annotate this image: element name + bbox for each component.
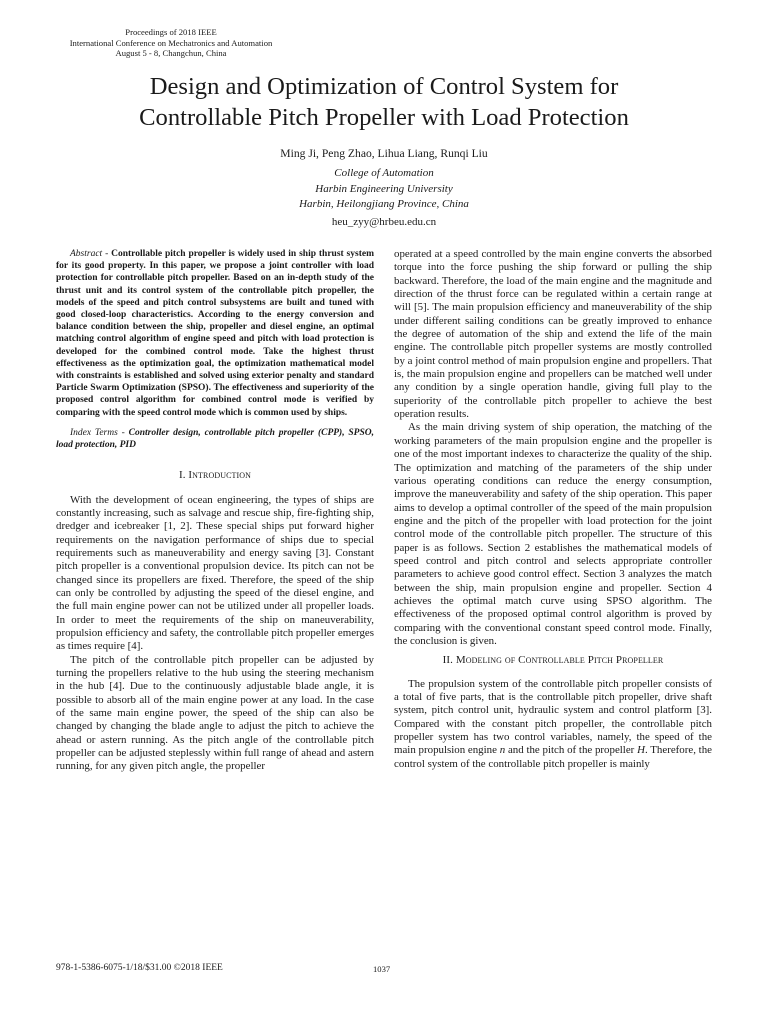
- index-terms-label: Index Terms -: [70, 427, 125, 438]
- abstract: [56, 248, 374, 419]
- modeling-paragraph-1: [394, 678, 712, 771]
- index-terms: [56, 427, 374, 451]
- abstract-text: Controllable pitch propeller is widely used in ship thrust system for its good property. In this paper, we propose a joint controller with load protection for controllable pitch propeller. Based on an in-depth study of the thrust unit and its control system of the controllable pitch propeller, the models of the speed and pitch control subsystems are built and tuned with good closed-loop characteristics. According to the energy conversion and balance condition between the ship, propeller and diesel engine, an optimal matching control algorithm of engine speed and pitch with load protection is developed for the combined control mode. Take the highest thrust effectiveness as the optimization goal, the optimization mathematical model with constraints is established and solved using exterior penalty and standard Particle Swarm Optimization (SPSO). The effectiveness and superiority of the proposed control algorithm for combined control mode is verified by comparing with the speed control mode which is common used by ships.: [56, 249, 374, 418]
- footer-isbn: 978-1-5386-6075-1/18/$31.00 ©2018 IEEE: [56, 963, 223, 973]
- modeling-text-c: . Therefore, the control system of the controllable pitch propeller is mainly: [394, 744, 712, 770]
- authors: Ming Ji, Peng Zhao, Lihua Liang, Runqi Liu: [280, 147, 488, 160]
- conference-line-2: International Conference on Mechatronics and Automation: [69, 37, 273, 48]
- variable-n: n: [499, 744, 506, 757]
- abstract-label: Abstract -: [70, 249, 109, 259]
- page-number: 1037: [373, 964, 391, 974]
- affiliation-line-2: Harbin Engineering University: [315, 182, 453, 195]
- paper-title: [0, 71, 768, 133]
- author-email: heu_zyy@hrbeu.edu.cn: [331, 216, 437, 228]
- affiliation: [0, 166, 768, 213]
- modeling-text-b: and the pitch of the propeller: [507, 744, 635, 757]
- modeling-text-a: The propulsion system of the controllable pitch propeller consists of a total of five parts, that is the controllable pitch propeller, drive shaft system, pitch control unit, hydraulic system and control platform [3]. Compared with the constant pitch propeller, the controllable pitch propeller system has two control variables, namely, the speed of the main propulsion engine: [394, 677, 712, 757]
- section-heading-introduction: I. Introduction: [178, 469, 252, 482]
- conference-line-1: Proceedings of 2018 IEEE: [125, 27, 217, 37]
- affiliation-line-3: Harbin, Heilongjiang Province, China: [299, 198, 469, 211]
- intro-paragraph-3: As the main driving system of ship operation, the matching of the working parameters of the main propulsion engine and the propeller is one of the most important indexes to characterize the quality of the ship. The optimization and matching of the parameters of the ship under various operating conditions can reduce the energy consumption, improve the maneuverability and safety of the ship operation. This paper aims to develop a optimal controller of the speed of the main propulsion engine and the pitch of the propeller with load protection for the joint control mode of the controllable pitch propeller. The structure of this paper is as follows. Section 2 establishes the mathematical models of speed control and pitch control and selects appropriate controller parameters to achieve good control effect. Section 3 analyzes the match between the ship, main propulsion engine and propeller. Section 4 achieves the optimal match curve using SPSO algorithm. The effectiveness of the proposed optimal control algorithm is proved by comparing with the conventional constant speed control mode. Finally, the conclusion is given.: [394, 421, 712, 647]
- title-line-2: Controllable Pitch Propeller with Load Protection: [139, 104, 629, 131]
- affiliation-line-1: College of Automation: [334, 167, 434, 179]
- left-column: [56, 248, 374, 774]
- index-terms-text: Controller design, controllable pitch propeller (CPP), SPSO, load protection, PID: [56, 427, 375, 451]
- title-line-1: Design and Optimization of Control System for: [149, 73, 619, 100]
- intro-paragraph-2: The pitch of the controllable pitch propeller can be adjusted by turning the propellers relative to the hub using the steering mechanism in the hub [4]. Due to the continuously adjustable blade angle, it is possible to absorb all of the main engine power at any load. In the case of the same main engine power, the speed of the ship can also be changed by changing the blade angle to adjust the pitch to achieve the ahead or astern running. As the pitch angle of the controllable pitch propeller can be adjusted steplessly within full range of ahead and astern running, for any given pitch angle, the propeller: [56, 653, 374, 773]
- conference-header: [40, 27, 302, 59]
- conference-line-3: August 5 - 8, Changchun, China: [115, 48, 227, 59]
- intro-paragraph-2-continued: operated at a speed controlled by the main engine converts the absorbed torque into the force pushing the ship forward or pulling the ship backward. Therefore, the load of the main engine and the magnitude and direction of the thrust force can be regulated within a certain range at will [5]. The main propulsion efficiency and maneuverability of the ship under different sailing conditions can be greatly improved to enhance the degree of automation of the ship and extend the life of the main engine. The controllable pitch propeller systems are mostly controlled by a joint control method of main propulsion engine and propellers. That is, the main propulsion engine and propellers can be matched well under any condition by a single operation handle, giving full play to the superiority of the controllable pitch propeller to achieve the best operation results.: [394, 248, 712, 421]
- section-heading-modeling: II. Modeling of Controllable Pitch Propeller: [442, 654, 664, 667]
- intro-paragraph-1: With the development of ocean engineering, the types of ships are constantly increasing, such as salvage and rescue ship, fire-fighting ship, dredger and icebreaker [1, 2]. These special ships put forward higher requirements on the navigation performance of ships due to special requirements such as maneuverability and energy saving [3]. Constant pitch propeller is a conventional propulsion device. Its pitch can not be changed since its propellers are fixed. Therefore, the speed of the ship can only be controlled by adjusting the speed of the diesel engine, and the full main engine power can not be utilized under all propeller loads. In order to meet the requirements of the ship on maneuverability, propulsion efficiency and safety, the controllable pitch propeller emerges as times require [4].: [56, 493, 374, 653]
- variable-h: H: [637, 744, 645, 757]
- right-column: [394, 248, 712, 771]
